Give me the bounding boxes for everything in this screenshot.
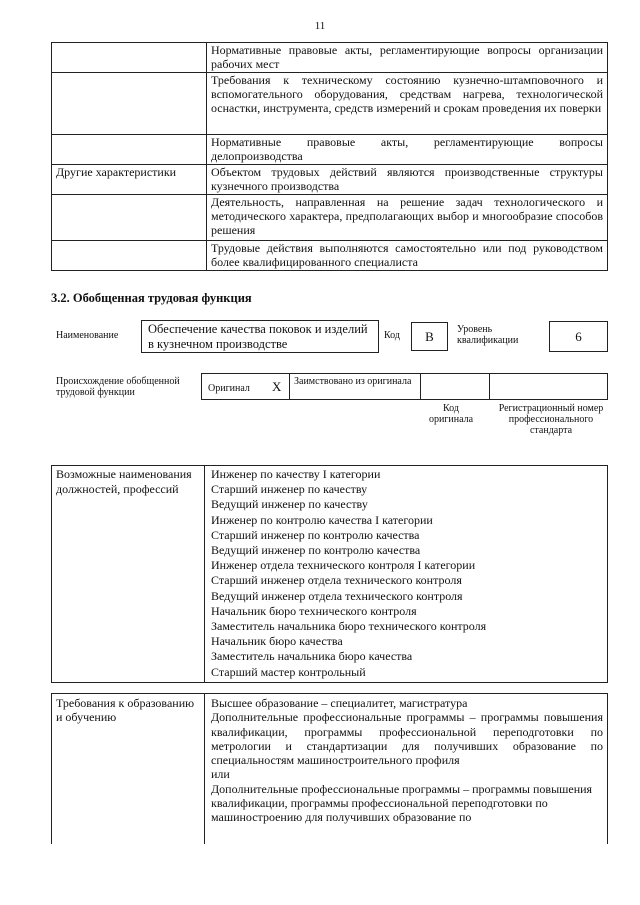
divider (489, 374, 490, 399)
positions-label: Возможные наименования должностей, профессий (52, 466, 205, 683)
table-cell-right: Нормативные правовые акты, регламентирующие вопросы организации рабочих мест (207, 43, 608, 73)
list-item: Ведущий инженер по качеству (211, 497, 368, 512)
code-caption: Код оригинала (428, 403, 474, 425)
borrowed-label: Заимствовано из оригинала (294, 376, 412, 387)
code-value: B (411, 322, 448, 351)
table-row (52, 73, 608, 135)
list-item: Инженер по контролю качества I категории (211, 512, 433, 527)
table-cell-left (52, 135, 207, 165)
list-item: Старший инженер отдела технического контроля (211, 573, 462, 588)
table-cell-left (52, 43, 207, 73)
origin-label: Происхождение обобщенной трудовой функции (56, 376, 180, 398)
name-label: Наименование (56, 330, 119, 341)
table-cell-left (52, 195, 207, 241)
list-item: Старший инженер по контролю качества (211, 527, 420, 542)
section-title: 3.2. Обобщенная трудовая функция (51, 291, 252, 305)
divider (420, 374, 421, 399)
education-paragraph: Дополнительные профессиональные программы – программы повышения квалификации, программы профессиональной переподготовки по метрологии и стандартизации для получивших образование по специальностям машиностроительного профиля (211, 710, 603, 768)
list-item: Инженер по качеству I категории (211, 467, 381, 481)
list-item: Заместитель начальника бюро качества (211, 649, 413, 664)
table-cell-right: Объектом трудовых действий являются производственные структуры кузнечного производства (207, 165, 608, 195)
page-number: 11 (314, 20, 326, 32)
list-item: Инженер отдела технического контроля I категории (211, 558, 476, 573)
positions-list (205, 466, 608, 683)
table-row (52, 466, 608, 683)
education-table (51, 693, 608, 844)
positions-table (51, 465, 608, 683)
table-cell-right: Нормативные правовые акты, регламентирующие вопросы делопроизводства (207, 135, 608, 165)
education-content (205, 694, 608, 844)
origin-table (201, 373, 608, 400)
table-cell-left: Другие характеристики (52, 165, 207, 195)
table-cell-left (52, 241, 207, 271)
list-item: Старший мастер контрольный (211, 664, 366, 679)
code-label: Код (384, 330, 400, 341)
list-item: Ведущий инженер отдела технического контроля (211, 588, 463, 603)
divider (289, 374, 290, 399)
education-paragraph: Дополнительные профессиональные программы – программы повышения квалификации, программы профессиональной переподготовки по машиностроению для получивших образование по (211, 781, 593, 825)
original-mark: X (272, 379, 282, 394)
name-value: Обеспечение качества поковок и изделий в кузнечном производстве (141, 320, 379, 353)
original-label: Оригинал (208, 383, 250, 394)
table-row (52, 694, 608, 844)
education-line: Высшее образование – специалитет, магистратура (211, 696, 468, 710)
list-item: Начальник бюро технического контроля (211, 603, 417, 618)
table-row (52, 241, 608, 271)
table-cell-right: Деятельность, направленная на решение задач технологического и методического характера, предполагающих выбор и многообразие способов решения (207, 195, 608, 241)
table-row (52, 43, 608, 73)
education-or: или (211, 767, 230, 782)
list-item: Заместитель начальника бюро технического контроля (211, 619, 487, 634)
reg-caption: Регистрационный номер профессионального стандарта (498, 403, 604, 436)
table-cell-right: Требования к техническому состоянию кузнечно-штамповочного и вспомогательного оборудования, средствам нагрева, технологической оснастки, инструмента, средств измерений и срокам проведения их поверки (207, 73, 608, 135)
table-cell-right: Трудовые действия выполняются самостоятельно или под руководством более квалифицированного специалиста (207, 241, 608, 271)
table-cell-left (52, 73, 207, 135)
table-row (52, 165, 608, 195)
level-value: 6 (549, 321, 608, 352)
table-row (52, 195, 608, 241)
education-label: Требования к образованию и обучению (52, 694, 205, 844)
list-item: Ведущий инженер по контролю качества (211, 543, 421, 558)
list-item: Старший инженер по качеству (211, 482, 368, 497)
table-row (52, 135, 608, 165)
list-item: Начальник бюро качества (211, 634, 343, 649)
level-label: Уровень квалификации (457, 324, 519, 346)
table-top (51, 42, 608, 271)
